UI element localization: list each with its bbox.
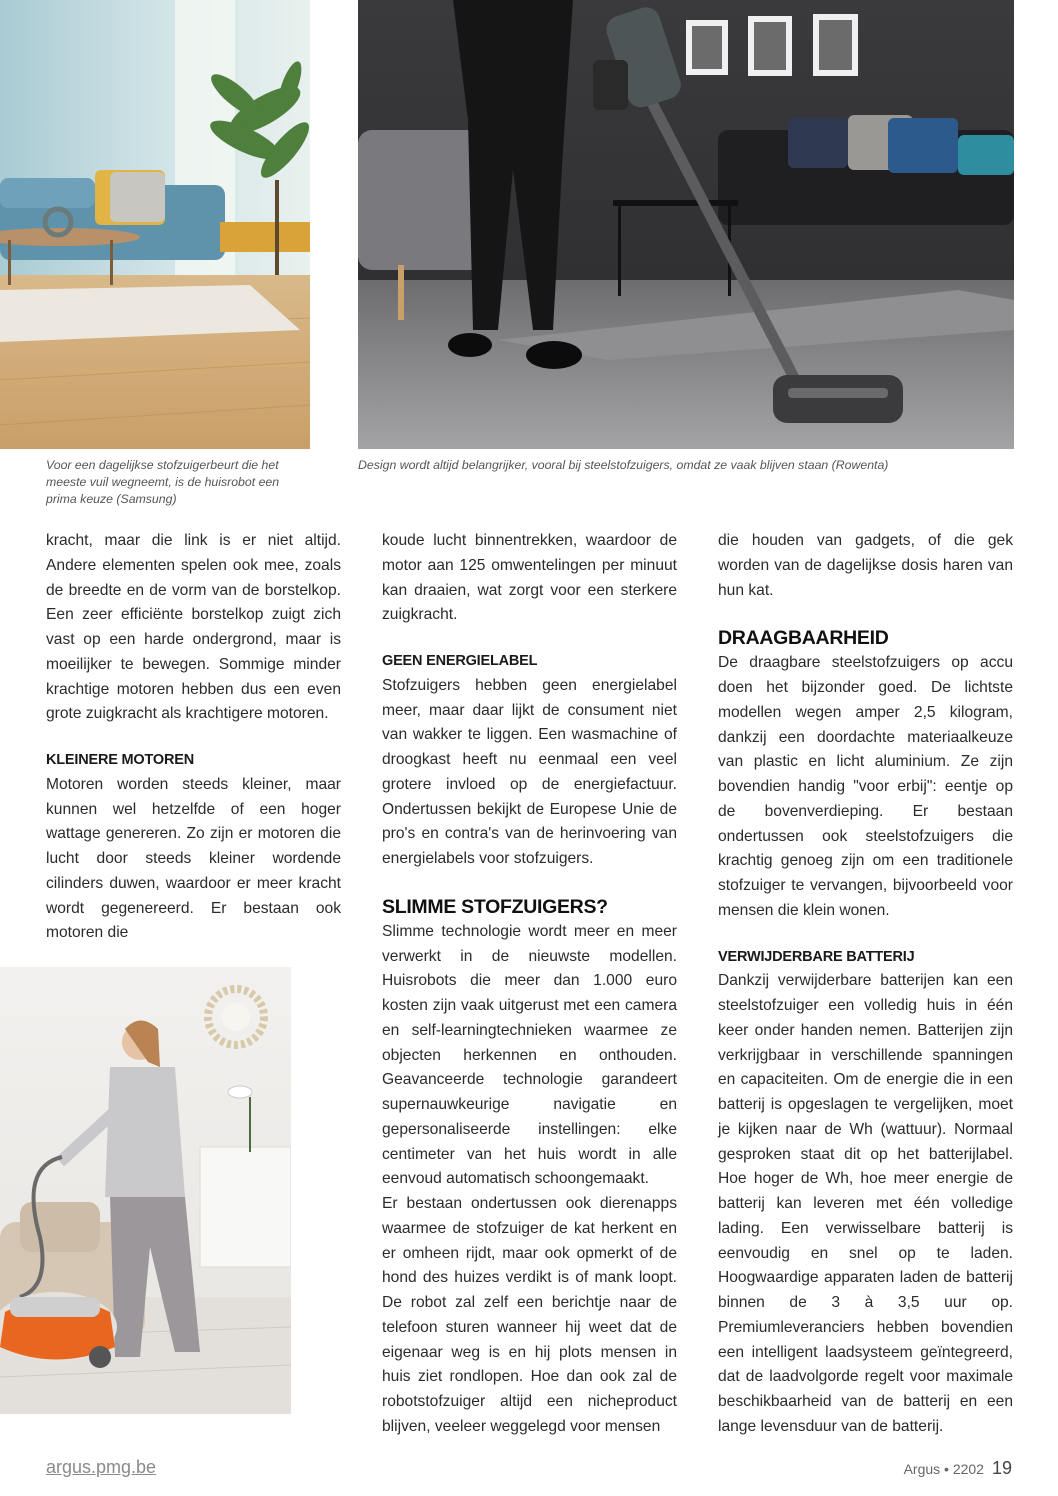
paragraph: Motoren worden steeds kleiner, maar kunnen wel hetzelfde of een hoger wattage genereren. Zo zijn er motoren die lucht door steeds kleiner wordende cilinders duwen, waardoor er meer kracht wordt gegenereerd. Er bestaan ook motoren die [46,775,341,942]
issue-label: Argus • 2202 [903,1461,984,1477]
stick-vacuum-illustration [358,0,1014,449]
stick-vacuum-photo [358,0,1014,449]
canister-vacuum-photo [0,967,291,1414]
paragraph: Dankzij verwijderbare batterijen kan een steelstofzuiger een volledig huis in één keer onder handen nemen. Batterijen zijn verkrijgbaar in verschillende spanningen en capaciteiten. Om de energie die in een batterij is opgeslagen te vergelijken, moet je kijken naar de Wh (wattuur). Normaal gesproken staat dit op het batterijlabel. Hoe hoger de Wh, hoe meer energie de batterij kan leveren met één volledige lading. Een verwisselbare batterij is eenvoudig en snel op te laden. Hoogwaardige apparaten laden de batterij binnen de 3 à 3,5 uur op. Premiumleveranciers hebben bovendien een intelligent laadsysteem geïntegreerd, dat de laadvolgorde regelt voor maximale beschikbaarheid van de batterij en een lange levensduur van de batterij. [718,972,1013,1435]
canister-vacuum-illustration [0,967,291,1414]
paragraph: koude lucht binnentrekken, waardoor de motor aan 125 omwentelingen per minuut kan draaien, wat zorgt voor een sterkere zuigkracht. [382,532,677,624]
page-number: 19 [991,1458,1012,1478]
heading-slimme-stofzuigers: SLIMME STOFZUIGERS? [382,895,608,918]
paragraph: die houden van gadgets, of die gek worden van de dagelijkse dosis haren van hun kat. [718,532,1013,599]
subheading-geen-energielabel: GEEN ENERGIELABEL [382,653,538,669]
paragraph: Er bestaan ondertussen ook dierenapps waarmee de stofzuiger de kat herkent en er omheen rijdt, maar ook opmerkt of de hond des huizes verdikt is of mank loopt. De robot zal zelf een berichtje naar de telefoon sturen wanneer hij weet dat de eigenaar weg is en hij plots mensen in huis ziet rondlopen. Hoe dan ook zal de robotstofzuiger altijd een nicheproduct blijven, veeleer weggelegd voor mensen [382,1195,677,1435]
living-room-illustration [0,0,310,449]
paragraph: Slimme technologie wordt meer en meer verwerkt in de nieuwste modellen. Huisrobots die meer dan 1.000 euro kosten zijn vaak uitgerust met een camera en self-learningtechnieken waarmee ze objecten herkennen en onthouden. Geavanceerde technologie garandeert supernauwkeurige navigatie en gepersonaliseerde instellingen: elke centimeter van het huis wordt in alle eenvoud automatisch schoongemaakt. [382,922,677,1188]
paragraph: De draagbare steelstofzuigers op accu doen het bijzonder goed. De lichtste modellen wegen amper 2,5 kilogram, dankzij een doordachte materiaalkeuze van plastic en licht aluminium. Ze zijn bovendien handig "voor erbij": eentje op de bovenverdieping. Er bestaan ondertussen ook steelstofzuigers die krachtig genoeg zijn om een traditionele stofzuiger te vervangen, bijvoorbeeld voor mensen die klein wonen. [718,654,1013,919]
page-footer [904,1458,1012,1479]
heading-draagbaarheid: DRAAGBAARHEID [718,627,889,650]
photo-caption-left: Voor een dagelijkse stofzuigerbeurt die het meeste vuil wegneemt, is de huisrobot een prima keuze (Samsung) [46,458,280,506]
photo-caption-right: Design wordt altijd belangrijker, vooral bij steelstofzuigers, omdat ze vaak blijven staan (Rowenta) [358,458,889,472]
living-room-photo [0,0,310,449]
article-column-1 [46,529,341,946]
subheading-kleinere-motoren: KLEINERE MOTOREN [46,752,194,768]
subheading-verwijderbare-batterij: VERWIJDERBARE BATTERIJ [718,948,915,965]
paragraph: Stofzuigers hebben geen energielabel meer, maar daar lijkt de consument niet van wakker te liggen. Een wasmachine of droogkast heeft nu eenmaal een veel grotere invloed op de energiefactuur. Ondertussen bekijkt de Europese Unie de pro's en contra's van de herinvoering van energielabels voor stofzuigers. [382,676,677,867]
website-link[interactable]: argus.pmg.be [46,1457,157,1477]
article-column-2 [382,529,677,1440]
paragraph: kracht, maar die link is er niet altijd. Andere elementen spelen ook mee, zoals de breedte en de vorm van de borstelkop. Een zeer efficiënte borstelkop zuigt zich vast op een harde ondergrond, maar is moeilijker te bewegen. Sommige minder krachtige motoren hebben dus een even grote zuigkracht als krachtigere motoren. [46,532,341,723]
article-column-3 [718,529,1013,1440]
